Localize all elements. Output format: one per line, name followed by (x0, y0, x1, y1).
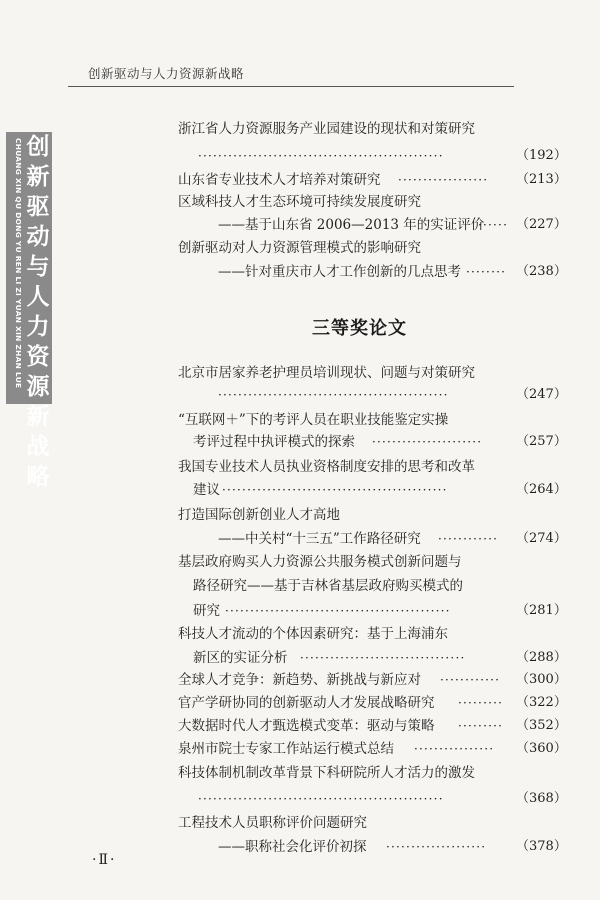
toc-entry-9-subtitle: 路径研究——基于吉林省基层政府购买模式的 (193, 578, 463, 594)
toc-entry-4-leader: ········ (466, 265, 507, 279)
side-tab-title-char: 驱 (26, 193, 50, 220)
toc-entry-8-page: （274） (516, 531, 567, 546)
toc-entry-9-subtitle-2: 研究 (193, 603, 220, 619)
toc-entry-15-title: 科技体制机制改革背景下科研院所人才活力的激发 (178, 765, 475, 781)
side-tab-title-char: 新 (26, 403, 50, 430)
toc-entry-8-title: 打造国际创新创业人才高地 (178, 507, 340, 523)
toc-entry-8-leader: ············ (438, 532, 499, 546)
toc-entry-3-subtitle: ——基于山东省 2006—2013 年的实证评价 (218, 217, 485, 233)
toc-entry-2-page: （213） (516, 172, 567, 187)
toc-entry-4-subtitle: ——针对重庆市人才工作创新的几点思考 (218, 264, 461, 280)
side-tab-title-char: 战 (26, 433, 50, 460)
side-tab-title-char: 新 (26, 163, 50, 190)
toc-entry-7-page: （264） (516, 482, 567, 497)
toc-entry-12-leader: ········· (458, 696, 504, 710)
side-tab (6, 132, 52, 490)
side-tab-title-char: 创 (26, 133, 50, 160)
toc-entry-7-title: 我国专业技术人员执业资格制度安排的思考和改革 (178, 459, 475, 475)
toc-entry-3-title: 区域科技人才生态环境可持续发展度研究 (178, 194, 421, 210)
toc-entry-16-subtitle: ——职称社会化评价初探 (218, 839, 367, 855)
side-tab-title-char: 与 (26, 253, 50, 280)
toc-entry-10-page: （288） (516, 650, 567, 665)
toc-entry-13-title: 大数据时代人才甄选模式变革：驱动与策略 (178, 718, 435, 734)
toc-entry-11-leader: ············ (440, 673, 501, 687)
side-tab-title-char: 源 (26, 373, 50, 400)
toc-entry-2-title: 山东省专业技术人才培养对策研究 (178, 172, 381, 188)
side-tab-title-char: 力 (26, 313, 50, 340)
toc-entry-11-title: 全球人才竞争：新趋势、新挑战与新应对 (178, 672, 421, 688)
toc-entry-12-title: 官产学研协同的创新驱动人才发展战略研究 (178, 695, 435, 711)
toc-entry-13-page: （352） (516, 718, 567, 733)
toc-entry-16-title: 工程技术人员职称评价问题研究 (178, 815, 367, 831)
toc-entry-7-subtitle: 建议 (193, 482, 220, 498)
toc-entry-5-page: （247） (516, 387, 567, 402)
toc-entry-9-page: （281） (516, 603, 567, 618)
toc-entry-13-leader: ········· (458, 719, 504, 733)
side-tab-title-char: 动 (26, 223, 50, 250)
toc-entry-1-title: 浙江省人力资源服务产业园建设的现状和对策研究 (178, 121, 475, 137)
toc-entry-6-leader: ······················ (372, 435, 483, 449)
toc-entry-1-page: （192） (516, 148, 567, 163)
toc-entry-14-page: （360） (516, 741, 567, 756)
toc-entry-11-page: （300） (516, 672, 567, 687)
toc-entry-6-subtitle: 考评过程中执评模式的探索 (193, 434, 355, 450)
toc-entry-7-leader: ············································· (222, 483, 448, 497)
toc-entry-4-title: 创新驱动对人力资源管理模式的影响研究 (178, 240, 421, 256)
toc-entry-9-title: 基层政府购买人力资源公共服务模式创新问题与 (178, 554, 462, 570)
page-folio: ·Ⅱ· (92, 852, 117, 868)
side-tab-pinyin: CHUANG XIN QU DONG YU REN LI ZI YUAN XIN ZHAN LUE (14, 138, 23, 389)
side-tab-title-char: 略 (26, 463, 50, 490)
toc-entry-9-leader: ············································· (225, 604, 451, 618)
side-tab-title (26, 132, 50, 492)
toc-entry-15-leader: ················································· (198, 792, 444, 806)
toc-entry-8-subtitle: ——中关村“十三五”工作路径研究 (218, 531, 421, 547)
toc-entry-12-page: （322） (516, 695, 567, 710)
toc-entry-6-page: （257） (516, 434, 567, 449)
toc-entry-6-title: “互联网＋”下的考评人员在职业技能鉴定实操 (178, 412, 449, 428)
toc-entry-4-page: （238） (516, 264, 567, 279)
toc-entry-10-title: 科技人才流动的个体因素研究：基于上海浦东 (178, 626, 448, 642)
side-tab-title-char: 资 (26, 343, 50, 370)
running-head: 创新驱动与人力资源新战略 (88, 66, 245, 81)
toc-entry-3-page: （227） (516, 217, 567, 232)
toc-entry-14-leader: ················ (414, 742, 495, 756)
toc-entry-16-leader: ···················· (386, 840, 487, 854)
toc-entry-5-leader: ·············································· (218, 388, 449, 402)
toc-entry-15-page: （368） (516, 791, 567, 806)
toc-entry-5-title: 北京市居家养老护理员培训现状、问题与对策研究 (178, 365, 475, 381)
section-heading: 三等奖论文 (312, 318, 407, 339)
toc-entry-14-title: 泉州市院士专家工作站运行模式总结 (178, 741, 394, 757)
side-tab-title-char: 人 (26, 283, 50, 310)
toc-entry-2-leader: ·················· (398, 173, 489, 187)
toc-entry-10-leader: ································· (300, 651, 466, 665)
toc-entry-10-subtitle: 新区的实证分析 (193, 650, 288, 666)
toc-entry-3-leader: ······ (478, 218, 509, 232)
toc-entry-16-page: （378） (516, 839, 567, 854)
header-rule (68, 86, 514, 87)
toc-entry-1-leader: ················································· (198, 149, 444, 163)
